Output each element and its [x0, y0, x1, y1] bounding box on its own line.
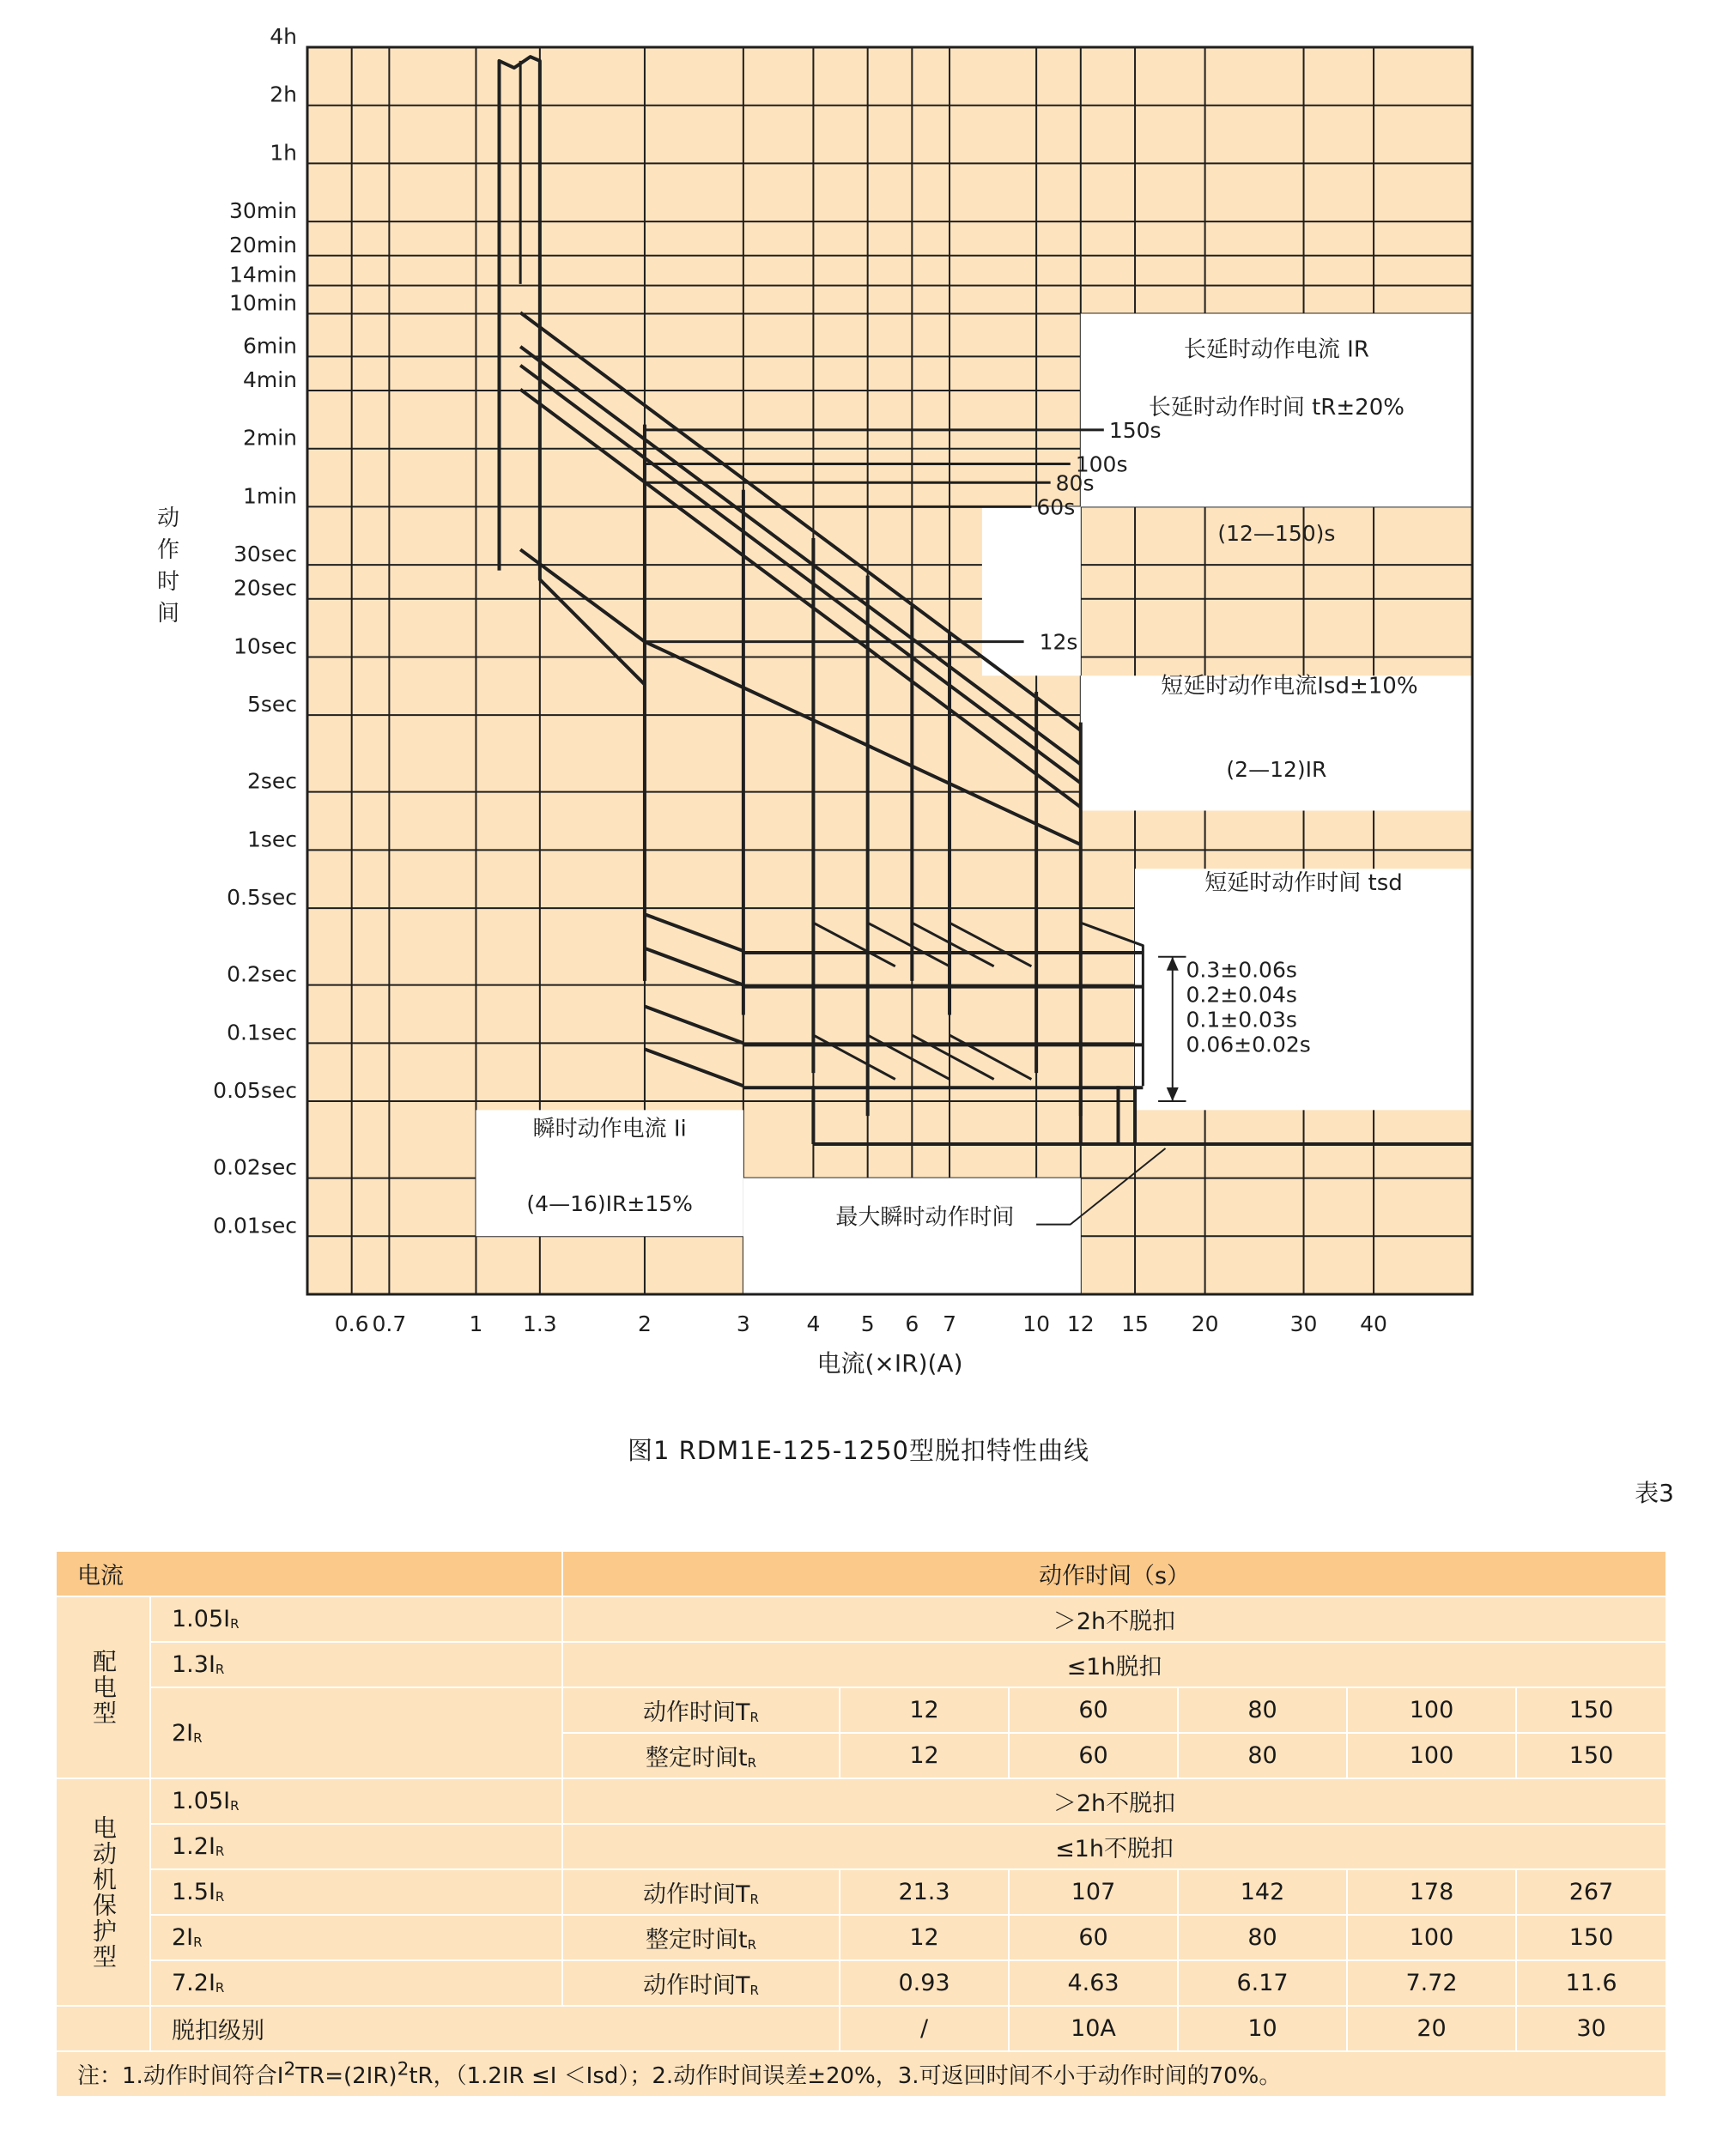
- y-tick-label: 0.05sec: [213, 1078, 297, 1104]
- x-tick-label: 0.6: [334, 1311, 369, 1336]
- tsd-value-text: 0.3±0.06s: [1186, 957, 1297, 983]
- y-tick-label: 0.02sec: [213, 1154, 297, 1180]
- value-cell: 142: [1178, 1869, 1347, 1915]
- x-axis-title: 电流(×IR)(A): [816, 1349, 963, 1378]
- value-cell: 60: [1009, 1687, 1178, 1733]
- value-cell: 150: [1516, 1687, 1666, 1733]
- value-cell: 80: [1178, 1733, 1347, 1778]
- value-cell: 4.63: [1009, 1960, 1178, 2006]
- y-tick-label: 10min: [229, 290, 297, 316]
- table-row: [56, 1960, 1666, 2006]
- y-tick-label: 2h: [270, 82, 297, 107]
- result-cell: ≤1h脱扣: [562, 1642, 1666, 1687]
- y-axis-title-char: 间: [156, 601, 180, 627]
- header-current: 电流: [56, 1551, 562, 1596]
- instant-range-text: (4—16)IR±15%: [526, 1190, 693, 1216]
- y-tick-label: 6min: [242, 333, 297, 359]
- value-cell: 100: [1347, 1687, 1516, 1733]
- table-row: [56, 1824, 1666, 1869]
- current-cell: $1.3I_R$: [150, 1642, 562, 1687]
- y-tick-label: 30sec: [234, 542, 297, 567]
- table-label: 表3: [1635, 1479, 1674, 1507]
- value-cell: 150: [1516, 1915, 1666, 1960]
- param-cell: 动作时间$T_R$: [562, 1960, 840, 2006]
- value-cell: 10A: [1009, 2006, 1178, 2051]
- group-distribution: 配电型: [56, 1596, 150, 1778]
- table-row: [56, 1596, 1666, 1642]
- y-tick-label: 30min: [229, 198, 297, 224]
- value-cell: 100: [1347, 1915, 1516, 1960]
- value-cell: 107: [1009, 1869, 1178, 1915]
- param-cell: 整定时间$t_R$: [562, 1915, 840, 1960]
- value-cell: 12: [840, 1733, 1009, 1778]
- result-cell: ≤1h不脱扣: [562, 1824, 1666, 1869]
- value-cell: 60: [1009, 1915, 1178, 1960]
- table-row: [56, 1778, 1666, 1824]
- current-cell: $1.2I_R$: [150, 1824, 562, 1869]
- table-row: [56, 1869, 1666, 1915]
- y-axis-title-char: 时: [156, 569, 180, 595]
- value-cell: 7.72: [1347, 1960, 1516, 2006]
- current-cell: $1.05I_R$: [150, 1778, 562, 1824]
- tsd-value-text: 0.06±0.02s: [1186, 1032, 1311, 1057]
- short-delay-range-text: (2—12)IR: [1226, 756, 1327, 782]
- value-cell: 80: [1178, 1687, 1347, 1733]
- table-row: [56, 1915, 1666, 1960]
- table-header-row: [56, 1551, 1666, 1596]
- long-delay-range-text: (12—150)s: [1217, 521, 1336, 547]
- y-tick-label: 0.1sec: [227, 1020, 297, 1045]
- table-note: 注：1.动作时间符合$I^2TR=(2IR)^2tR$，（1.2IR ≤I ＜Isd）；2.动作时间误差±20%，3.可返回时间不小于动作时间的70%。: [56, 2051, 1666, 2097]
- value-cell: 6.17: [1178, 1960, 1347, 2006]
- value-cell: 21.3: [840, 1869, 1009, 1915]
- y-tick-label: 5sec: [246, 692, 297, 718]
- figure-caption: 图1 RDM1E-125-1250型脱扣特性曲线: [627, 1436, 1090, 1465]
- y-axis-title-char: 作: [156, 537, 180, 563]
- value-cell: 80: [1178, 1915, 1347, 1960]
- x-tick-label: 1: [469, 1311, 483, 1336]
- y-tick-label: 4min: [242, 366, 297, 392]
- x-tick-label: 3: [736, 1311, 750, 1336]
- x-tick-label: 4: [806, 1311, 821, 1336]
- long-delay-setting-label: 60s: [1036, 494, 1076, 520]
- x-tick-label: 40: [1360, 1311, 1387, 1336]
- y-tick-label: 1sec: [246, 827, 297, 852]
- table-row: [56, 2006, 1666, 2051]
- value-cell: 0.93: [840, 1960, 1009, 2006]
- long-delay-setting-label: 80s: [1055, 470, 1095, 496]
- long-delay-setting-label: 12s: [1039, 629, 1078, 655]
- header-action-time: 动作时间（s）: [562, 1551, 1666, 1596]
- value-cell: /: [840, 2006, 1009, 2051]
- x-tick-label: 10: [1022, 1311, 1051, 1336]
- trip-class-label: 脱扣级别: [150, 2006, 840, 2051]
- result-cell: ＞2h不脱扣: [562, 1596, 1666, 1642]
- current-cell: $2I_R$: [150, 1915, 562, 1960]
- y-tick-label: 14min: [229, 262, 297, 288]
- short-delay-current-text: 短延时动作电流Isd±10%: [1161, 673, 1418, 699]
- y-tick-label: 2min: [242, 425, 297, 451]
- x-tick-label: 6: [905, 1311, 919, 1336]
- table-row: [56, 1642, 1666, 1687]
- short-delay-time-text: 短延时动作时间 tsd: [1204, 870, 1403, 897]
- y-axis-title-char: 动: [156, 506, 180, 531]
- x-tick-label: 30: [1289, 1311, 1318, 1336]
- value-cell: 11.6: [1516, 1960, 1666, 2006]
- table-note-row: [56, 2051, 1666, 2097]
- tsd-value-text: 0.2±0.04s: [1186, 982, 1297, 1008]
- y-tick-label: 0.01sec: [213, 1213, 297, 1238]
- table-row: [56, 1687, 1666, 1733]
- x-tick-label: 12: [1066, 1311, 1095, 1336]
- value-cell: 100: [1347, 1733, 1516, 1778]
- value-cell: 12: [840, 1915, 1009, 1960]
- param-cell: 整定时间$t_R$: [562, 1733, 840, 1778]
- y-tick-label: 1min: [242, 483, 297, 509]
- current-cell: $7.2I_R$: [150, 1960, 562, 2006]
- value-cell: 20: [1347, 2006, 1516, 2051]
- result-cell: ＞2h不脱扣: [562, 1778, 1666, 1824]
- current-cell: $2I_R$: [150, 1687, 562, 1778]
- x-tick-label: 15: [1121, 1311, 1149, 1336]
- long-delay-time-text: 长延时动作时间 tR±20%: [1148, 395, 1405, 421]
- value-cell: 30: [1516, 2006, 1666, 2051]
- x-tick-label: 20: [1191, 1311, 1219, 1336]
- y-tick-label: 0.5sec: [227, 885, 297, 911]
- x-tick-label: 5: [860, 1311, 875, 1336]
- y-tick-label: 4h: [270, 24, 297, 49]
- blank-cell: [56, 2006, 150, 2051]
- instant-current-text: 瞬时动作电流 Ii: [532, 1116, 687, 1142]
- value-cell: 150: [1516, 1733, 1666, 1778]
- y-tick-label: 2sec: [246, 768, 297, 794]
- value-cell: 60: [1009, 1733, 1178, 1778]
- long-delay-setting-label: 150s: [1108, 417, 1162, 443]
- current-cell: $1.05I_R$: [150, 1596, 562, 1642]
- trip-time-table: [55, 1550, 1667, 2098]
- max-instant-panel: [743, 1178, 1081, 1294]
- y-tick-label: 1h: [270, 140, 297, 166]
- group-motor-protection: 电动机保护型: [56, 1778, 150, 2006]
- long-delay-setting-label: 100s: [1075, 451, 1128, 477]
- x-tick-label: 1.3: [522, 1311, 557, 1336]
- y-tick-label: 0.2sec: [227, 961, 297, 987]
- x-tick-label: 2: [637, 1311, 652, 1336]
- value-cell: 10: [1178, 2006, 1347, 2051]
- value-cell: 178: [1347, 1869, 1516, 1915]
- x-tick-label: 0.7: [372, 1311, 407, 1336]
- long-delay-current-text: 长延时动作电流 IR: [1183, 336, 1369, 363]
- current-cell: $1.5I_R$: [150, 1869, 562, 1915]
- y-tick-label: 20min: [229, 232, 297, 257]
- param-cell: 动作时间$T_R$: [562, 1869, 840, 1915]
- tsd-value-text: 0.1±0.03s: [1186, 1007, 1297, 1033]
- y-tick-label: 20sec: [234, 575, 297, 601]
- value-cell: 267: [1516, 1869, 1666, 1915]
- y-tick-label: 10sec: [234, 633, 297, 659]
- param-cell: 动作时间$T_R$: [562, 1687, 840, 1733]
- x-tick-label: 7: [943, 1311, 956, 1336]
- max-instant-time-text: 最大瞬时动作时间: [835, 1204, 1015, 1231]
- value-cell: 12: [840, 1687, 1009, 1733]
